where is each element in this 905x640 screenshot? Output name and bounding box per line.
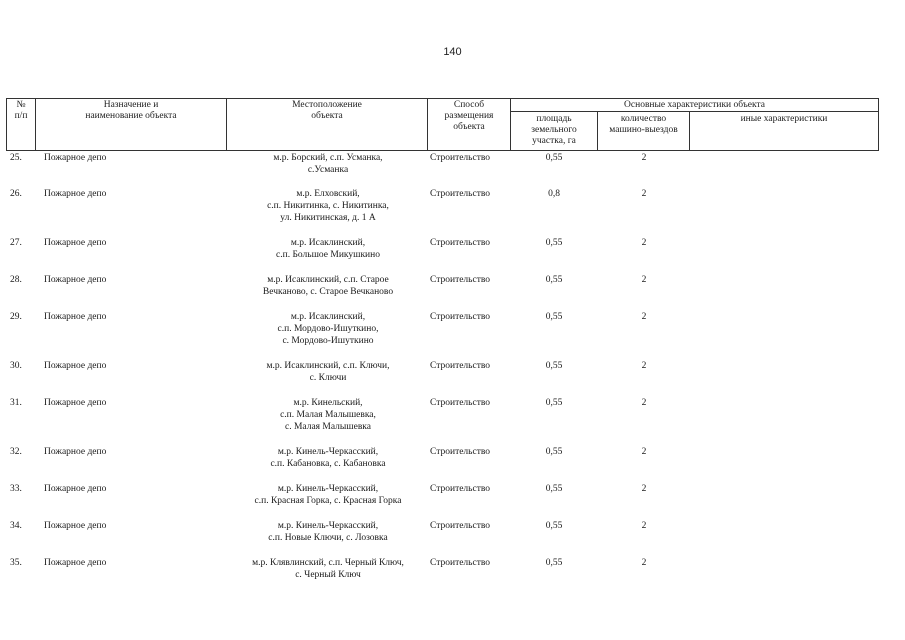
object-location: м.р. Кинельский, с.п. Малая Малышевка, с. Малая Малышевка: [280, 398, 376, 432]
object-location: м.р. Клявлинский, с.п. Черный Ключ, с. Черный Ключ: [252, 558, 404, 580]
land-area: 0,55: [545, 447, 563, 457]
object-location: м.р. Исаклинский, с.п. Старое Вечканово, с. Старое Вечканово: [262, 275, 394, 297]
object-name: Пожарное депо: [44, 238, 107, 248]
object-location: м.р. Елховский, с.п. Никитинка, с. Никитинка, ул. Никитинская, д. 1 А: [267, 189, 389, 223]
vehicle-count: 2: [641, 447, 647, 457]
vehicle-count: 2: [641, 361, 647, 371]
header-method: Способ размещения объекта: [444, 100, 494, 132]
row-number: 34.: [10, 521, 22, 531]
land-area: 0,55: [545, 558, 563, 568]
header-location: Местоположение объекта: [292, 100, 362, 121]
vehicle-count: 2: [641, 521, 647, 531]
row-number: 30.: [10, 361, 22, 371]
row-number: 25.: [10, 153, 22, 163]
vehicle-count: 2: [641, 398, 647, 408]
land-area: 0,55: [545, 153, 563, 163]
object-name: Пожарное депо: [44, 275, 107, 285]
placement-method: Строительство: [430, 447, 491, 457]
vehicle-count: 2: [641, 558, 647, 568]
header-bottom-border: [6, 150, 878, 151]
object-name: Пожарное депо: [44, 189, 107, 199]
placement-method: Строительство: [430, 275, 491, 285]
row-number: 32.: [10, 447, 22, 457]
object-name: Пожарное депо: [44, 447, 107, 457]
object-name: Пожарное депо: [44, 398, 107, 408]
vehicle-count: 2: [641, 484, 647, 494]
row-number: 35.: [10, 558, 22, 568]
land-area: 0,55: [545, 238, 563, 248]
object-location: м.р. Исаклинский, с.п. Мордово-Ишуткино, с. Мордово-Ишуткино: [277, 312, 379, 346]
header-num: № п/п: [14, 100, 28, 121]
vehicle-count: 2: [641, 238, 647, 248]
land-area: 0,55: [545, 521, 563, 531]
header-count: количество машино-выездов: [609, 114, 678, 135]
object-location: м.р. Кинель-Черкасский, с.п. Красная Горка, с. Красная Горка: [254, 484, 402, 506]
placement-method: Строительство: [430, 361, 491, 371]
row-number: 33.: [10, 484, 22, 494]
placement-method: Строительство: [430, 312, 491, 322]
vehicle-count: 2: [641, 189, 647, 199]
object-name: Пожарное депо: [44, 521, 107, 531]
placement-method: Строительство: [430, 238, 491, 248]
land-area: 0,55: [545, 484, 563, 494]
land-area: 0,55: [545, 275, 563, 285]
placement-method: Строительство: [430, 153, 491, 163]
header-name: Назначение и наименование объекта: [85, 100, 177, 121]
vehicle-count: 2: [641, 275, 647, 285]
object-name: Пожарное депо: [44, 361, 107, 371]
object-location: м.р. Кинель-Черкасский, с.п. Новые Ключи, с. Лозовка: [268, 521, 388, 543]
land-area: 0,55: [545, 398, 563, 408]
placement-method: Строительство: [430, 521, 491, 531]
placement-method: Строительство: [430, 189, 491, 199]
row-number: 26.: [10, 189, 22, 199]
header-area: площадь земельного участка, га: [531, 114, 577, 146]
page-number: 140: [443, 46, 462, 58]
object-location: м.р. Исаклинский, с.п. Ключи, с. Ключи: [266, 361, 390, 383]
row-number: 27.: [10, 238, 22, 248]
header-divider: [878, 98, 879, 151]
row-number: 28.: [10, 275, 22, 285]
header-top-border: [6, 98, 878, 99]
object-name: Пожарное депо: [44, 484, 107, 494]
row-number: 31.: [10, 398, 22, 408]
placement-method: Строительство: [430, 484, 491, 494]
placement-method: Строительство: [430, 558, 491, 568]
object-name: Пожарное депо: [44, 558, 107, 568]
land-area: 0,8: [548, 189, 560, 199]
object-location: м.р. Борский, с.п. Усманка, с.Усманка: [273, 153, 383, 175]
header-characteristics: Основные характеристики объекта: [624, 100, 765, 110]
object-name: Пожарное депо: [44, 153, 107, 163]
land-area: 0,55: [545, 312, 563, 322]
vehicle-count: 2: [641, 312, 647, 322]
object-location: м.р. Кинель-Черкасский, с.п. Кабановка, с. Кабановка: [270, 447, 386, 469]
header-other: иные характеристики: [740, 114, 828, 124]
vehicle-count: 2: [641, 153, 647, 163]
land-area: 0,55: [545, 361, 563, 371]
header-subrow-border: [510, 111, 878, 112]
object-location: м.р. Исаклинский, с.п. Большое Микушкино: [276, 238, 380, 260]
object-name: Пожарное депо: [44, 312, 107, 322]
row-number: 29.: [10, 312, 22, 322]
placement-method: Строительство: [430, 398, 491, 408]
